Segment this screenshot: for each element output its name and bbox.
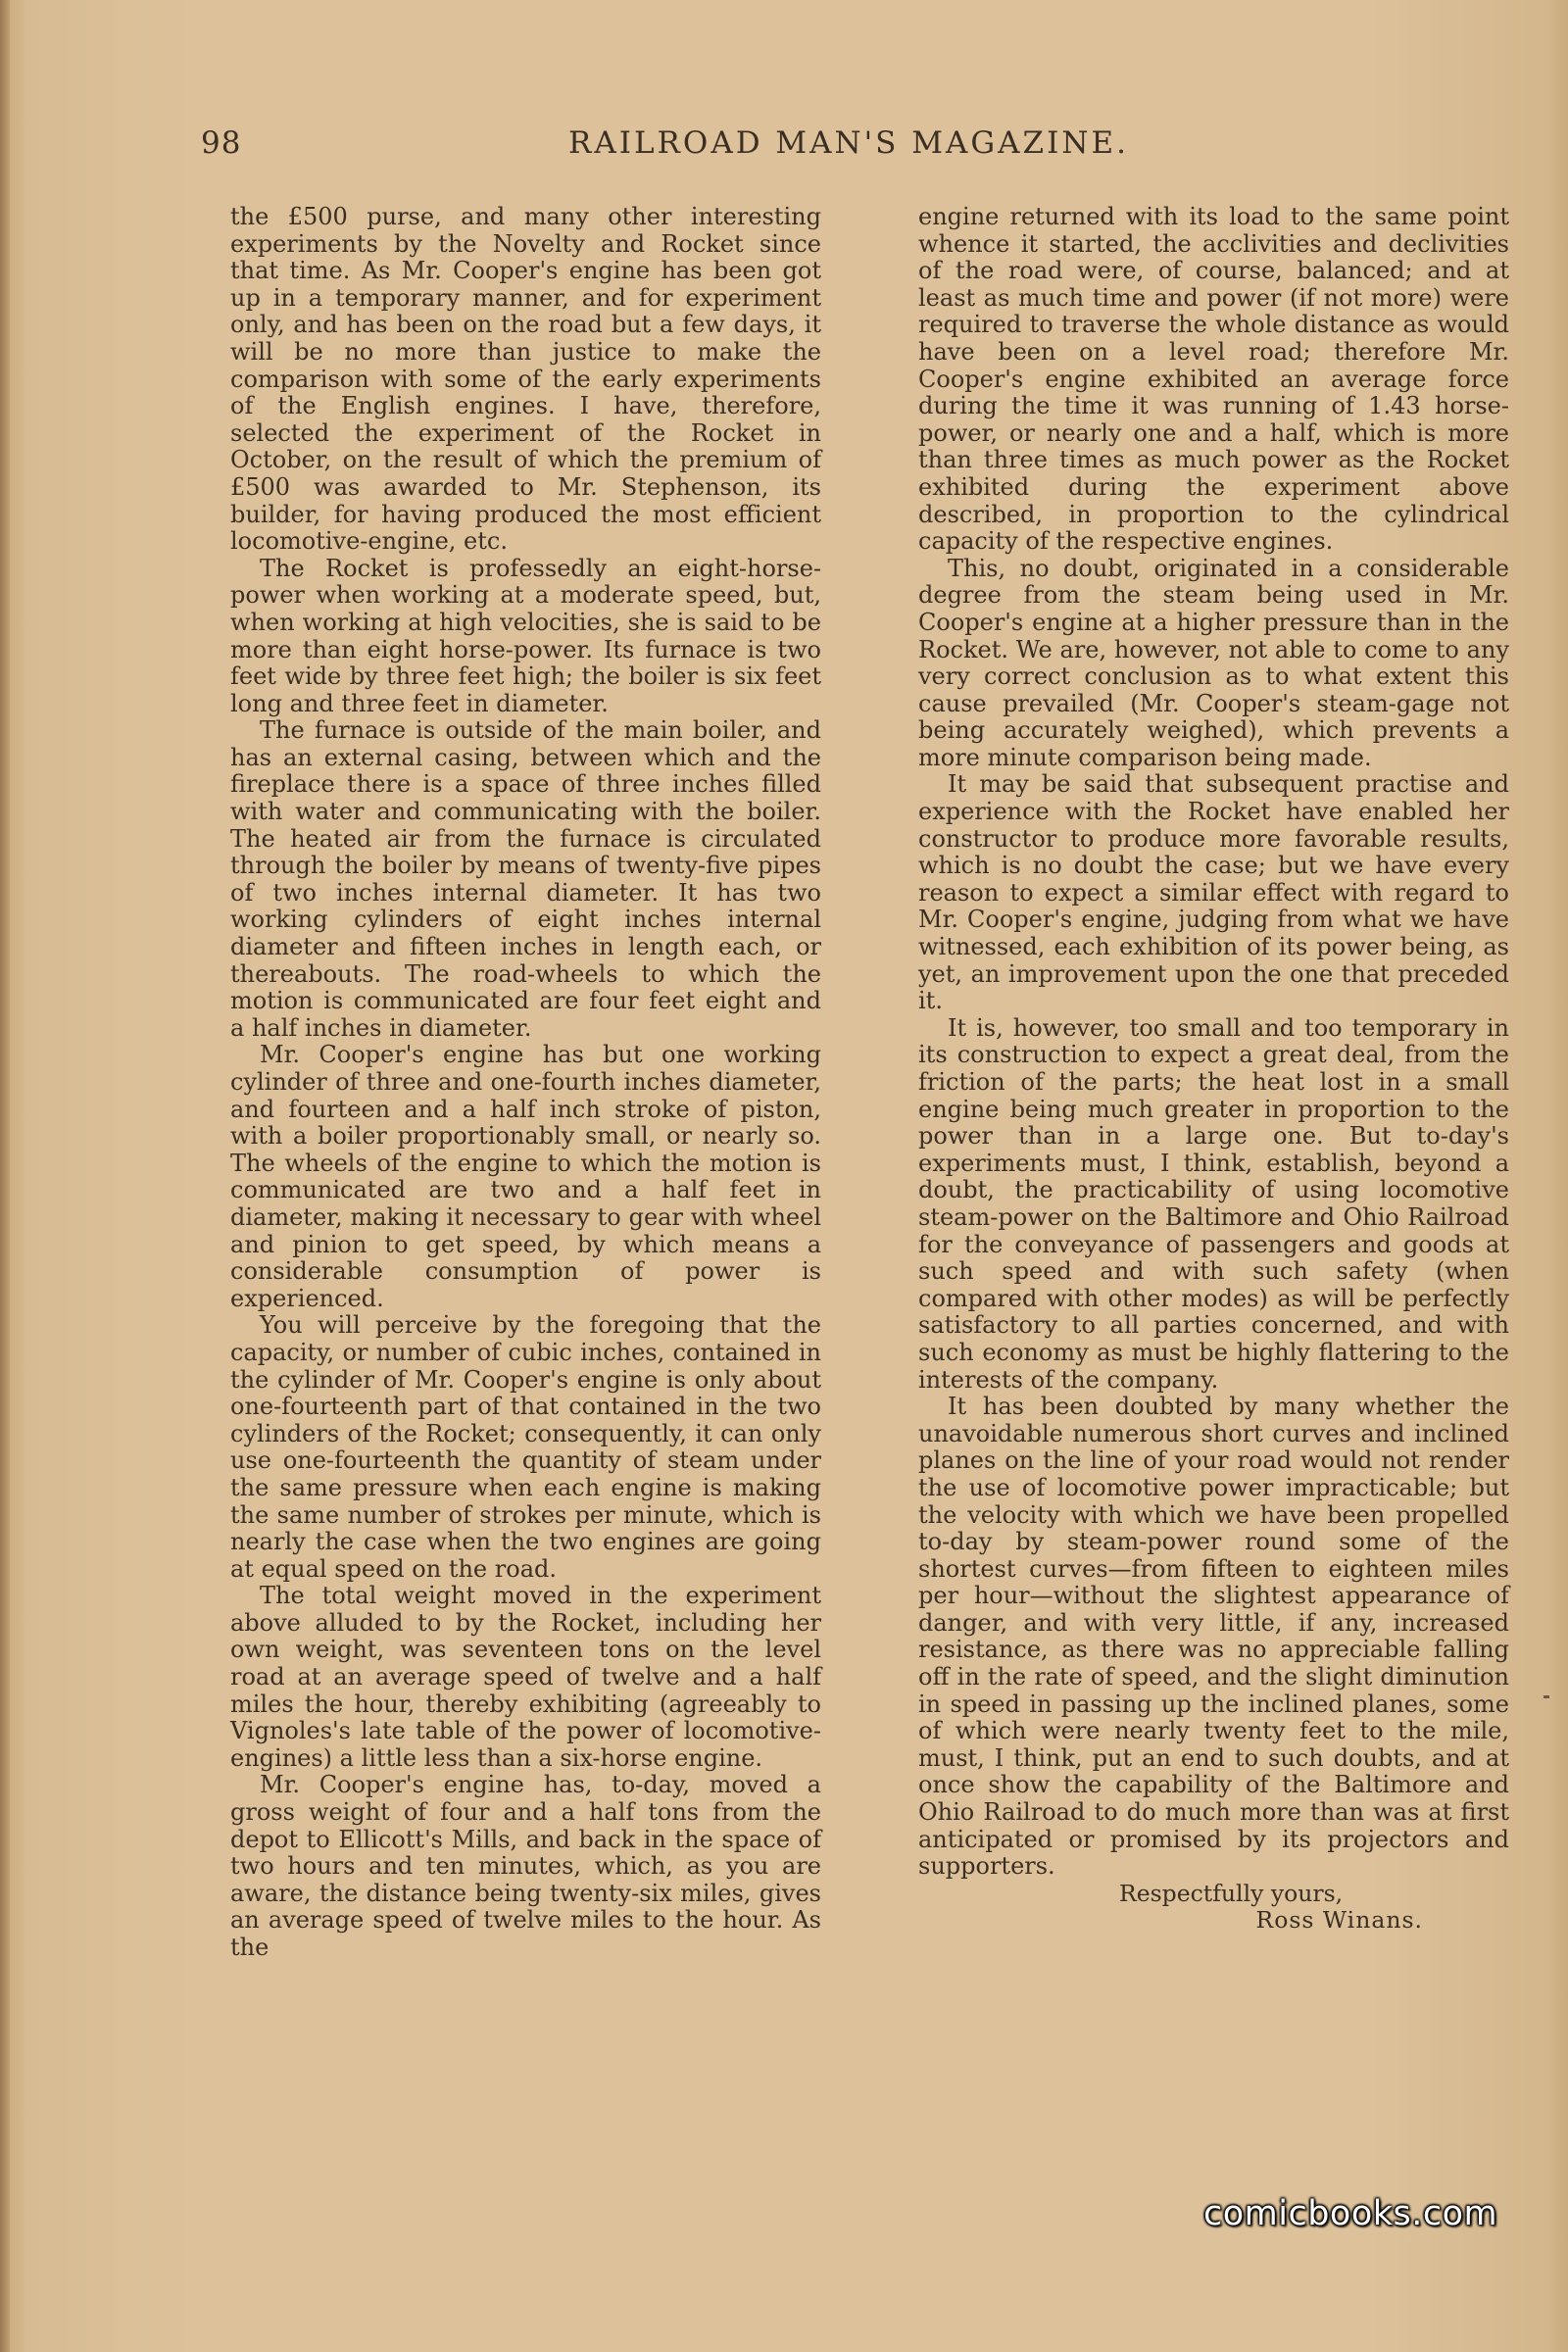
paragraph: Mr. Cooper's engine has but one working cylinder of three and one-fourth inches diameter, and fourteen and a half inch stroke of piston, with a boiler proportionably small, or nearly so. The wheels of the engine to which the motion is communicated are two and a half feet in diameter, making it necessary to gear with wheel and pinion to get speed, by which means a considerable consumption of power is experienced.: [230, 1041, 821, 1312]
binding-edge: [0, 0, 10, 2352]
paragraph: The furnace is outside of the main boiler, and has an external casing, between which and the fireplace there is a space of three inches filled with water and communicating with the boiler. The heated air from the furnace is circulated through the boiler by means of twenty-five pipes of two inches internal diameter. It has two working cylinders of eight inches internal diameter and fifteen inches in length each, or thereabouts. The road-wheels to which the motion is communicated are four feet eight and a half inches in diameter.: [230, 716, 821, 1042]
letter-closing: [918, 1881, 1509, 1935]
site-watermark: comicbooks.com: [1203, 2194, 1498, 2233]
running-title: RAILROAD MAN'S MAGAZINE.: [568, 125, 1129, 161]
paragraph: It has been doubted by many whether the unavoidable numerous short curves and inclined planes on the line of your road would not render the use of locomotive power impracticable; but the velocity with which we have been propelled to-day by steam-power round some of the shortest curves—from fifteen to eighteen miles per hour—without the slightest appearance of danger, and with very little, if any, increased resistance, as there was no appreciable falling off in the rate of speed, and the slight diminution in speed in passing up the inclined planes, some of which were nearly twenty feet to the mile, must, I think, put an end to such doubts, and at once show the capability of the Baltimore and Ohio Railroad to do much more than was at first anticipated or promised by its projectors and supporters.: [918, 1393, 1509, 1881]
page-number: 98: [201, 125, 242, 161]
paragraph: engine returned with its load to the same point whence it started, the acclivities and declivities of the road were, of course, balanced; and at least as much time and power (if not more) were required to traverse the whole distance as would have been on a level road; therefore Mr. Cooper's engine exhibited an average force during the time it was running of 1.43 horse-power, or nearly one and a half, which is more than three times as much power as the Rocket exhibited during the experiment above described, in proportion to the cylindrical capacity of the respective engines.: [918, 203, 1509, 556]
salutation: Respectfully yours,: [1119, 1879, 1344, 1907]
left-column: [230, 204, 821, 1962]
paragraph: The total weight moved in the experiment above alluded to by the Rocket, including her own weight, was seventeen tons on the level road at an average speed of twelve and a half miles the hour, thereby exhibiting (agreeably to Vignoles's late table of the power of locomotive-engines) a little less than a six-horse engine.: [230, 1582, 821, 1772]
right-column: [918, 204, 1509, 1935]
paragraph: the £500 purse, and many other interesting experiments by the Novelty and Rocket since that time. As Mr. Cooper's engine has been got up in a temporary manner, and for experiment only, and has been on the road but a few days, it will be no more than justice to make the comparison with some of the early experiments of the English engines. I have, therefore, selected the experiment of the Rocket in October, on the result of which the premium of £500 was awarded to Mr. Stephenson, its builder, for having produced the most efficient locomotive-engine, etc.: [230, 203, 821, 556]
paragraph: This, no doubt, originated in a considerable degree from the steam being used in Mr. Cooper's engine at a higher pressure than in the Rocket. We are, however, not able to come to any very correct conclusion as to what extent this cause prevailed (Mr. Cooper's steam-gage not being accurately weighed), which prevents a more minute comparison being made.: [918, 554, 1509, 771]
signature: Ross Winans.: [1255, 1906, 1423, 1935]
paragraph: You will perceive by the foregoing that the capacity, or number of cubic inches, contained in the cylinder of Mr. Cooper's engine is only about one-fourteenth part of that contained in the two cylinders of the Rocket; consequently, it can only use one-fourteenth the quantity of steam under the same pressure when each engine is making the same number of strokes per minute, which is nearly the case when the two engines are going at equal speed on the road.: [230, 1311, 821, 1583]
paragraph: The Rocket is professedly an eight-horse-power when working at a moderate speed, but, when working at high velocities, she is said to be more than eight horse-power. Its furnace is two feet wide by three feet high; the boiler is six feet long and three feet in diameter.: [230, 554, 821, 717]
paragraph: It may be said that subsequent practise and experience with the Rocket have enabled her constructor to produce more favorable results, which is no doubt the case; but we have every reason to expect a similar effect with regard to Mr. Cooper's engine, judging from what we have witnessed, each exhibition of its power being, as yet, an improvement upon the one that preceded it.: [918, 770, 1509, 1015]
page-header: [201, 125, 1524, 174]
paragraph: It is, however, too small and too temporary in its construction to expect a great deal, from the friction of the parts; the heat lost in a small engine being much greater in proportion to the power than in a large one. But to-day's experiments must, I think, establish, beyond a doubt, the practicability of using locomotive steam-power on the Baltimore and Ohio Railroad for the conveyance of passengers and goods at such speed and with such safety (when compared with other modes) as will be perfectly satisfactory to all parties concerned, and with such economy as must be highly flattering to the interests of the company.: [918, 1013, 1509, 1394]
paragraph: Mr. Cooper's engine has, to-day, moved a gross weight of four and a half tons from the depot to Ellicott's Mills, and back in the space of two hours and ten minutes, which, as you are aware, the distance being twenty-six miles, gives an average speed of twelve miles to the hour. As the: [230, 1771, 821, 1961]
edge-mark: [1544, 1695, 1549, 1698]
